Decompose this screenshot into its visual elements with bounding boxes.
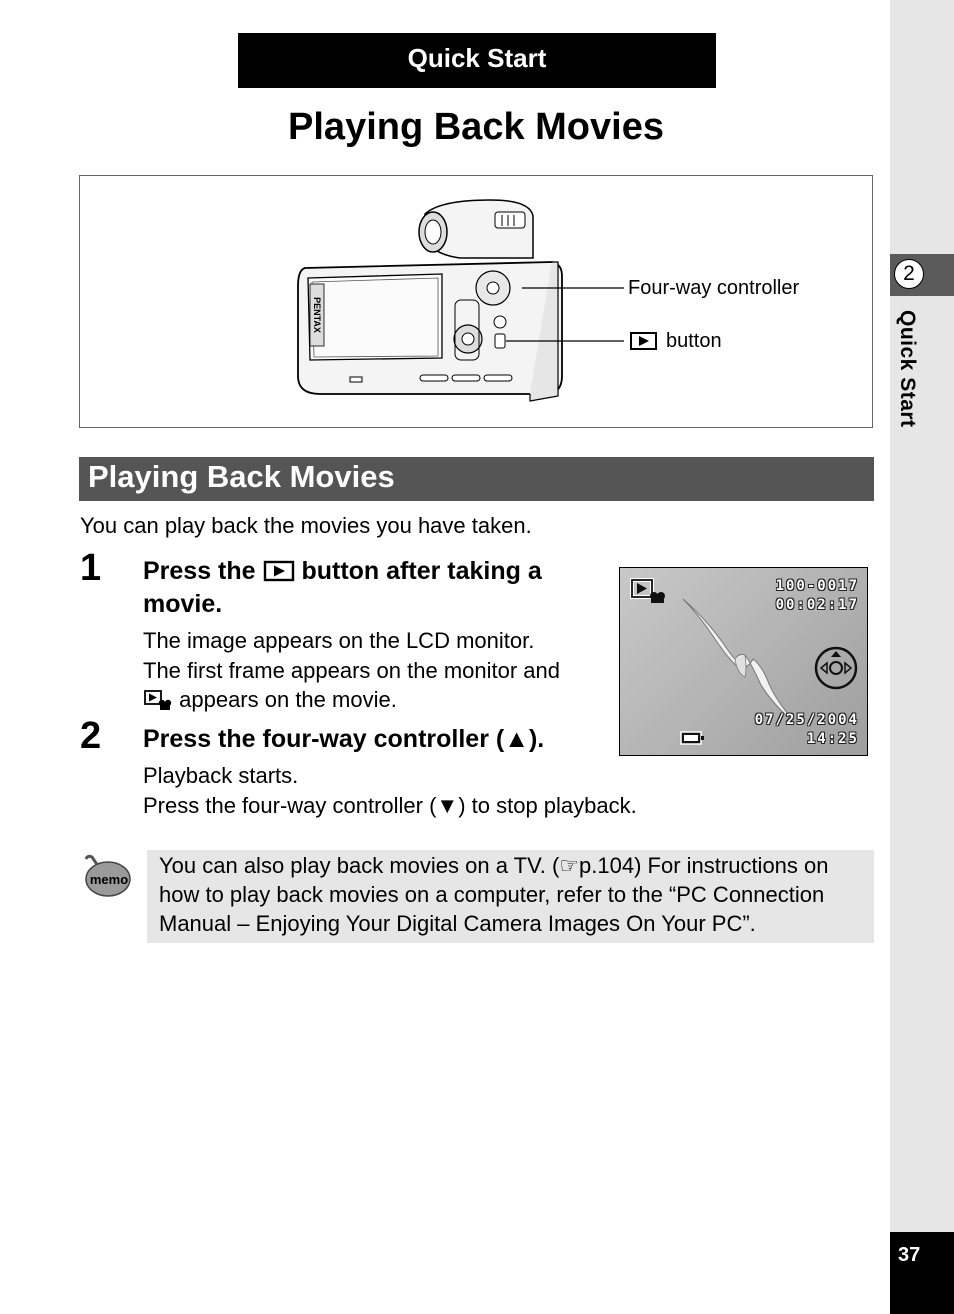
seagull-image [675, 593, 805, 718]
chapter-number: 2 [894, 259, 924, 289]
step-1-line-1: The image appears on the LCD monitor. [143, 628, 535, 653]
movie-playback-icon [630, 578, 666, 604]
page-number: 37 [898, 1244, 921, 1266]
four-way-controller-callout: Four-way controller [628, 277, 800, 299]
brand-logo: PENTAX [312, 297, 322, 333]
step-1-title-prefix: Press the [143, 557, 256, 585]
chapter-sidebar [890, 0, 954, 1314]
movie-playback-icon [143, 689, 173, 711]
memo-icon [80, 853, 132, 901]
step-1-line-2: The first frame appears on the monitor and [143, 658, 560, 683]
playback-icon [263, 560, 295, 582]
step-1-line-3-text: appears on the movie. [179, 687, 397, 712]
chapter-label: Quick Start [896, 310, 919, 428]
page-title: Playing Back Movies [288, 106, 664, 148]
chapter-label-wrap [895, 310, 925, 460]
lcd-date: 07/25/2004 [754, 712, 859, 728]
step-2-number: 2 [80, 715, 102, 757]
section-heading: Playing Back Movies [79, 457, 874, 501]
lcd-time: 14:25 [806, 731, 859, 747]
memo-icon-label: memo [89, 872, 129, 887]
memo-text [159, 851, 869, 938]
section-header-label: Quick Start [238, 33, 716, 88]
playback-button-callout: button [666, 330, 722, 352]
step-1-title-suffix: button after taking a [301, 557, 542, 585]
step-2-line-1: Playback starts. [143, 763, 299, 788]
step-2-line-2: Press the four-way controller (▼) to stop playback. [143, 793, 637, 818]
step-2-title: Press the four-way controller (▲). [143, 725, 545, 753]
intro-text: You can play back the movies you have taken. [80, 513, 532, 538]
step-1-title-line2: movie. [143, 590, 223, 618]
memo-line-1: You can also play back movies on a TV. (☞p.104) For instructions on [159, 853, 829, 878]
step-1-number: 1 [80, 547, 102, 589]
four-way-controller-icon [813, 645, 859, 691]
lcd-file-number: 100-0017 [775, 578, 859, 594]
playback-icon [630, 332, 657, 350]
battery-icon [679, 729, 705, 747]
step-1-title-line1 [143, 555, 542, 588]
memo-line-3: Manual – Enjoying Your Digital Camera Images On Your PC”. [159, 911, 756, 936]
camera-illustration [290, 196, 640, 411]
lcd-monitor-preview [619, 567, 868, 756]
memo-line-2: how to play back movies on a computer, refer to the “PC Connection [159, 882, 825, 907]
lcd-duration: 00:02:17 [775, 597, 859, 613]
step-1-line-3 [143, 685, 397, 715]
